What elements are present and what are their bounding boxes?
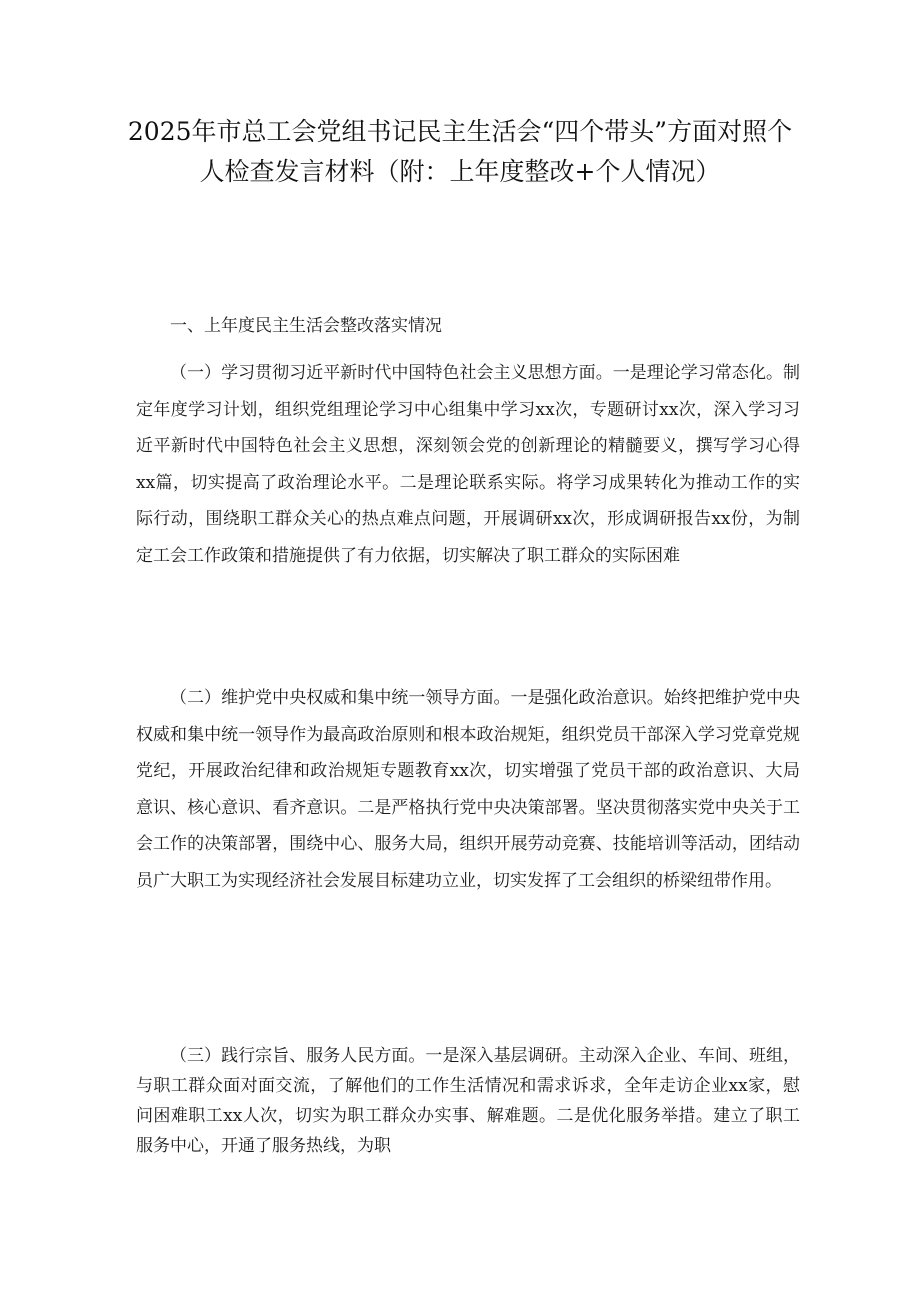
section-heading: 一、上年度民主生活会整改落实情况 (170, 316, 442, 336)
document-title: 2025年市总工会党组书记民主生活会“四个带头”方面对照个人检查发言材料（附：上年度整改+个人情况） (127, 117, 793, 186)
paragraph-study: （一）学习贯彻习近平新时代中国特色社会主义思想方面。一是理论学习常态化。制定年度学习计划，组织党组理论学习中心组集中学习xx次，专题研讨xx次，深入学习习近平新时代中国特色社会主义思想，深刻领会党的创新理论的精髓要义，撰写学习心得xx篇，切实提高了政治理论水平。二是理论联系实际。将学习成果转化为推动工作的实际行动，围绕职工群众关心的热点难点问题，开展调研xx次，形成调研报告xx份，为制定工会工作政策和措施提供了有力依据，切实解决了职工群众的实际困难 (136, 363, 800, 566)
paragraph-authority: （二）维护党中央权威和集中统一领导方面。一是强化政治意识。始终把维护党中央权威和集中统一领导作为最高政治原则和根本政治规矩，组织党员干部深入学习党章党规党纪，开展政治纪律和政治规矩专题教育xx次，切实增强了党员干部的政治意识、大局意识、核心意识、看齐意识。二是严格执行党中央决策部署。坚决贯彻落实党中央关于工会工作的决策部署，围绕中心、服务大局，组织开展劳动竞赛、技能培训等活动，团结动员广大职工为实现经济社会发展目标建功立业，切实发挥了工会组织的桥梁纽带作用。 (136, 688, 800, 891)
paragraph-service: （三）践行宗旨、服务人民方面。一是深入基层调研。主动深入企业、车间、班组，与职工群众面对面交流，了解他们的工作生活情况和需求诉求，全年走访企业xx家，慰问困难职工xx人次，切实为职工群众办实事、解难题。二是优化服务举措。建立了职工服务中心，开通了服务热线，为职 (136, 1046, 800, 1156)
